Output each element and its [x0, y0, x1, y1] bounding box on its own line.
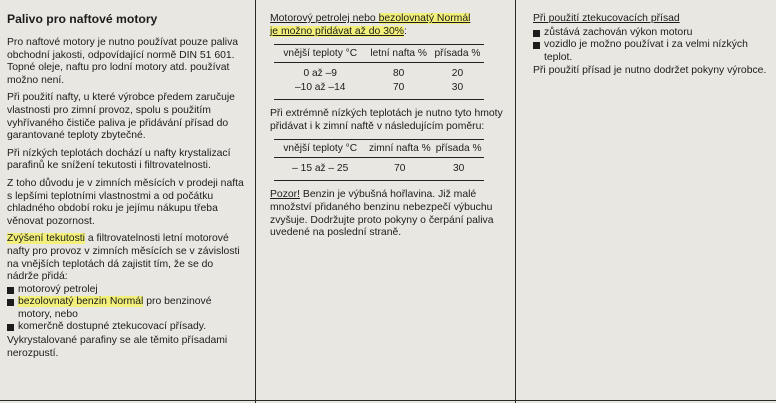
- paragraph-winter-availability: Z toho důvodu je v zimních měsících v prodeji nafta s lepšími teplotními vlastnostmi a od počátku chladného období roku je jejímu nákupu třeba věnovat pozornost.: [7, 177, 244, 227]
- highlight-fluidity: Zvýšení tekutosti: [7, 233, 85, 245]
- paragraph-paraffin-note: Vykrystalované parafiny se ale těmito přísadami nerozpustí.: [7, 335, 228, 359]
- warning-label: Pozor!: [270, 189, 301, 201]
- table-cell: 0 až –9: [303, 68, 337, 80]
- paragraph-fluidity: [7, 233, 245, 283]
- highlight-unleaded-normal: bezolovnatý Normál: [378, 13, 471, 24]
- table-cell: 30: [451, 82, 464, 94]
- table-cell: – 15 až – 25: [292, 163, 349, 175]
- table-header-cell: přísada %: [435, 143, 482, 155]
- additives-heading-text: Při použití ztekucovacích přísad: [533, 13, 680, 24]
- table-header-cell: letní nafta %: [370, 48, 427, 60]
- paragraph-follow-instructions: Při použití přísad je nutno dodržet pokyny výrobce.: [533, 65, 767, 77]
- paragraph-fluidity-text: a filtrovatelnosti letní motorové nafty pro provoz v zimních měsících se v závislosti na vnějších teplotách dá zajistit tím, že se do nádrže přidá:: [7, 233, 240, 283]
- additive-list: [7, 284, 245, 334]
- column-right: [527, 0, 776, 403]
- table-cell: 70: [394, 163, 406, 175]
- table-cell: –10 až –14: [294, 82, 346, 94]
- table-header-row: [274, 140, 484, 158]
- table-header-cell: vnější teploty °C: [283, 48, 358, 60]
- table-row: [274, 158, 484, 181]
- table-row: [274, 63, 484, 82]
- table-cell: 80: [392, 68, 405, 80]
- paragraph-fuel-standard: Pro naftové motory je nutno používat pouze paliva obchodní jakosti, odpovídající normě DIN 51 601. Topné oleje, naftu pro lodní motory atd. používat možno není.: [7, 37, 239, 86]
- warning-text: Benzin je výbušná hořlavina. Již malé množství přidaného benzinu nebezpečí výbuchu zvyšuje. Dodržujte proto pokyny o čerpání paliva uvedené na poslední straně.: [270, 189, 494, 239]
- section-heading-diesel-fuel: Palivo pro naftové motory: [7, 12, 158, 26]
- intro-underlined-text: Motorový petrolej nebo: [270, 13, 379, 24]
- list-item-additives: komerčně dostupné ztekucovací přísady.: [7, 321, 245, 334]
- list-item-kerosene: motorový petrolej: [7, 284, 245, 297]
- highlight-up-to-30: je možno přidávat až do 30%: [270, 25, 405, 37]
- intro-colon: :: [404, 25, 407, 37]
- table-header-row: [274, 45, 484, 63]
- list-item-unleaded-text: pro benzinové motory, nebo: [18, 296, 212, 320]
- paragraph-winter-diesel: Při použití nafty, u které výrobce předem zaručuje vlastnosti pro zimní provoz, spolu s použitím vyhřívaného čističe paliva je přidávání přísad do garantované teploty zbytečné.: [7, 92, 235, 142]
- paragraph-low-temperature: Při nízkých teplotách dochází u nafty krystalizací parafinů ke snížení tekutosti i filtrovatelnosti.: [7, 147, 231, 172]
- section-heading-additives: [533, 13, 768, 26]
- table-header-cell: přísada %: [434, 48, 481, 60]
- paragraph-mixing-intro: [270, 13, 507, 38]
- list-item-engine-power: zůstává zachován výkon motoru: [533, 27, 768, 40]
- table-cell: 30: [452, 163, 465, 175]
- table-header-cell: vnější teploty °C: [283, 143, 358, 155]
- list-item-unleaded-petrol: [7, 296, 245, 321]
- mixing-table-winter: [274, 139, 484, 181]
- additive-benefits-list: [533, 27, 768, 65]
- column-left: [0, 0, 256, 403]
- column-middle: [264, 0, 516, 403]
- mixing-table-summer: [274, 44, 484, 100]
- page-bottom-rule: [0, 400, 776, 401]
- table-cell: 70: [392, 82, 405, 94]
- list-item-low-temperature-use: vozidlo je možno používat i za velmi nízkých teplot.: [533, 39, 768, 64]
- highlight-unleaded: bezolovnatý benzin Normál: [18, 296, 144, 308]
- paragraph-extreme-cold: Při extrémně nízkých teplotách je nutno tyto hmoty přidávat i k zimní naftě v následujícím poměru:: [270, 108, 503, 132]
- paragraph-warning: [270, 189, 507, 239]
- table-header-cell: zimní nafta %: [368, 143, 431, 155]
- table-row: [274, 81, 484, 100]
- table-cell: 20: [451, 68, 464, 80]
